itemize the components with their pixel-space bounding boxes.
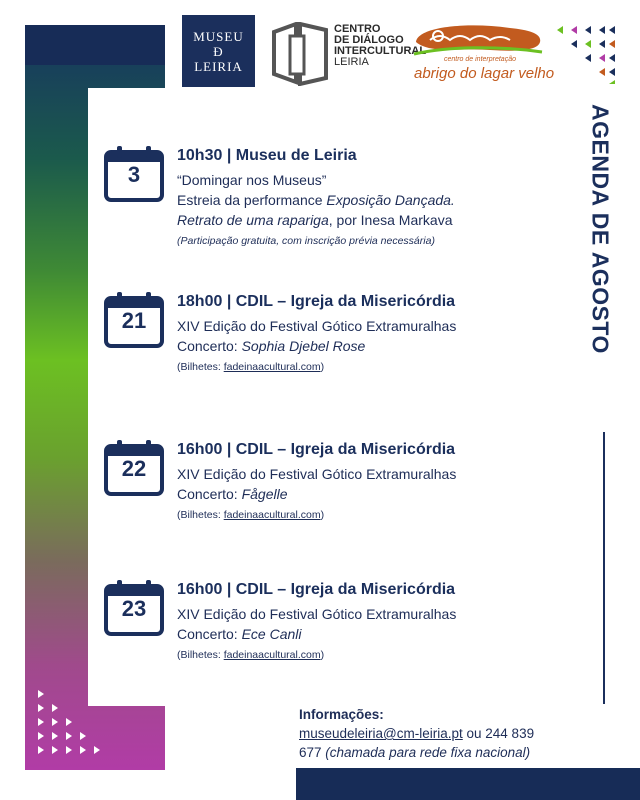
triangle-arrow-icon: [52, 732, 58, 740]
info-phone-b: 677: [299, 745, 326, 760]
agenda-title-text: AGENDA DE AGOSTO: [587, 104, 614, 354]
info-phone-note: (chamada para rede fixa nacional): [325, 745, 531, 760]
triangle-arrow-icon: [38, 718, 44, 726]
event-line1: XIV Edição do Festival Gótico Extramuralhas: [177, 606, 457, 622]
museu-logo-line2: Đ: [213, 43, 224, 59]
event-line3-italic: Retrato de uma rapariga: [177, 212, 329, 228]
abrigo-subtitle: centro de interpretação: [444, 56, 516, 63]
event-details: [177, 292, 577, 375]
calendar-day: 22: [121, 456, 147, 481]
triangle-arrow-icon: [38, 746, 44, 754]
triangle-arrow-icon: [66, 746, 72, 754]
event-note: [177, 647, 577, 663]
abrigo-title: abrigo do lagar velho: [414, 65, 555, 82]
note-suffix: ): [320, 509, 325, 521]
concert-artist: Ece Canli: [241, 626, 302, 642]
tickets-link[interactable]: fadeinaacultural.com: [223, 361, 321, 373]
calendar-day: 21: [121, 308, 147, 333]
museu-leiria-logo: [182, 15, 255, 87]
event-line3: [177, 210, 577, 230]
concert-label: Concerto:: [177, 338, 242, 354]
event-line2: [177, 190, 577, 210]
event-title: 10h30 | Museu de Leiria: [177, 147, 357, 164]
event-line1: “Domingar nos Museus”: [177, 172, 327, 188]
note-prefix: (Bilhetes:: [177, 361, 224, 373]
cdil-line3: INTERCULTURAL: [334, 45, 427, 57]
tickets-link[interactable]: fadeinaacultural.com: [223, 509, 321, 521]
museu-logo-line1: MUSEU: [193, 28, 244, 44]
event-concert: [177, 336, 577, 356]
cdil-door-icon: [270, 22, 330, 86]
note-suffix: ): [320, 649, 325, 661]
triangle-arrow-icon: [94, 746, 100, 754]
info-phone-a: ou 244 839: [462, 726, 535, 741]
abrigo-lagar-velho-logo: [410, 20, 555, 86]
event-title: 16h00 | CDIL – Igreja da Misericórdia: [177, 441, 456, 458]
info-contact: [299, 724, 599, 743]
note-prefix: (Bilhetes:: [177, 509, 224, 521]
event-title: 18h00 | CDIL – Igreja da Misericórdia: [177, 293, 456, 310]
tickets-link[interactable]: fadeinaacultural.com: [223, 649, 321, 661]
calendar-day: 3: [127, 162, 141, 187]
triangle-arrow-icon: [66, 732, 72, 740]
triangle-arrow-icon: [66, 718, 72, 726]
navy-corner-block: [25, 25, 165, 65]
triangle-arrow-icon: [80, 746, 86, 754]
triangle-arrow-icon: [52, 746, 58, 754]
info-email-link[interactable]: museudeleiria@cm-leiria.pt: [299, 726, 463, 741]
event-line3-text: , por Inesa Markava: [328, 212, 453, 228]
triangle-arrow-icon: [38, 732, 44, 740]
cdil-line1: CENTRO: [334, 23, 381, 35]
triangle-arrow-icon: [52, 704, 58, 712]
event-details: [177, 146, 577, 249]
concert-label: Concerto:: [177, 626, 242, 642]
note-prefix: (Bilhetes:: [177, 649, 224, 661]
event-concert: [177, 484, 577, 504]
concert-label: Concerto:: [177, 486, 242, 502]
event-line1: XIV Edição do Festival Gótico Extramuralhas: [177, 318, 457, 334]
triangle-arrow-icon: [52, 718, 58, 726]
event-line2-text: Estreia da performance: [177, 192, 327, 208]
triangle-arrow-icon: [80, 732, 86, 740]
event-line2-italic: Exposição Dançada.: [326, 192, 455, 208]
info-title: Informações:: [299, 707, 384, 722]
concert-artist: Fågelle: [241, 486, 288, 502]
vertical-divider-line: [603, 432, 605, 704]
event-note: [177, 507, 577, 523]
note-suffix: ): [320, 361, 325, 373]
event-note-text: (Participação gratuita, com inscrição prévia necessária): [177, 235, 435, 247]
cdil-line2: DE DIÁLOGO: [334, 34, 404, 46]
info-block: [299, 705, 599, 762]
event-details: [177, 440, 577, 523]
triangle-arrow-decoration: [36, 688, 106, 758]
event-note: [177, 233, 577, 249]
bottom-navy-bar: [296, 768, 640, 800]
triangle-arrow-icon: [38, 704, 44, 712]
event-line1: XIV Edição do Festival Gótico Extramuralhas: [177, 466, 457, 482]
event-concert: [177, 624, 577, 644]
calendar-day: 23: [121, 596, 147, 621]
skeleton-icon: [410, 20, 545, 60]
event-details: [177, 580, 577, 663]
museu-logo-line3: LEIRIA: [194, 58, 243, 74]
event-title: 16h00 | CDIL – Igreja da Misericórdia: [177, 581, 456, 598]
agenda-title-vertical: [582, 104, 618, 424]
triangle-arrow-icon: [38, 690, 44, 698]
cdil-line4: LEIRIA: [334, 56, 369, 68]
info-phone-line: [299, 743, 599, 762]
event-note: [177, 359, 577, 375]
triangle-decoration-top: [555, 24, 615, 84]
concert-artist: Sophia Djebel Rose: [241, 338, 366, 354]
cdil-logo: [270, 22, 427, 86]
